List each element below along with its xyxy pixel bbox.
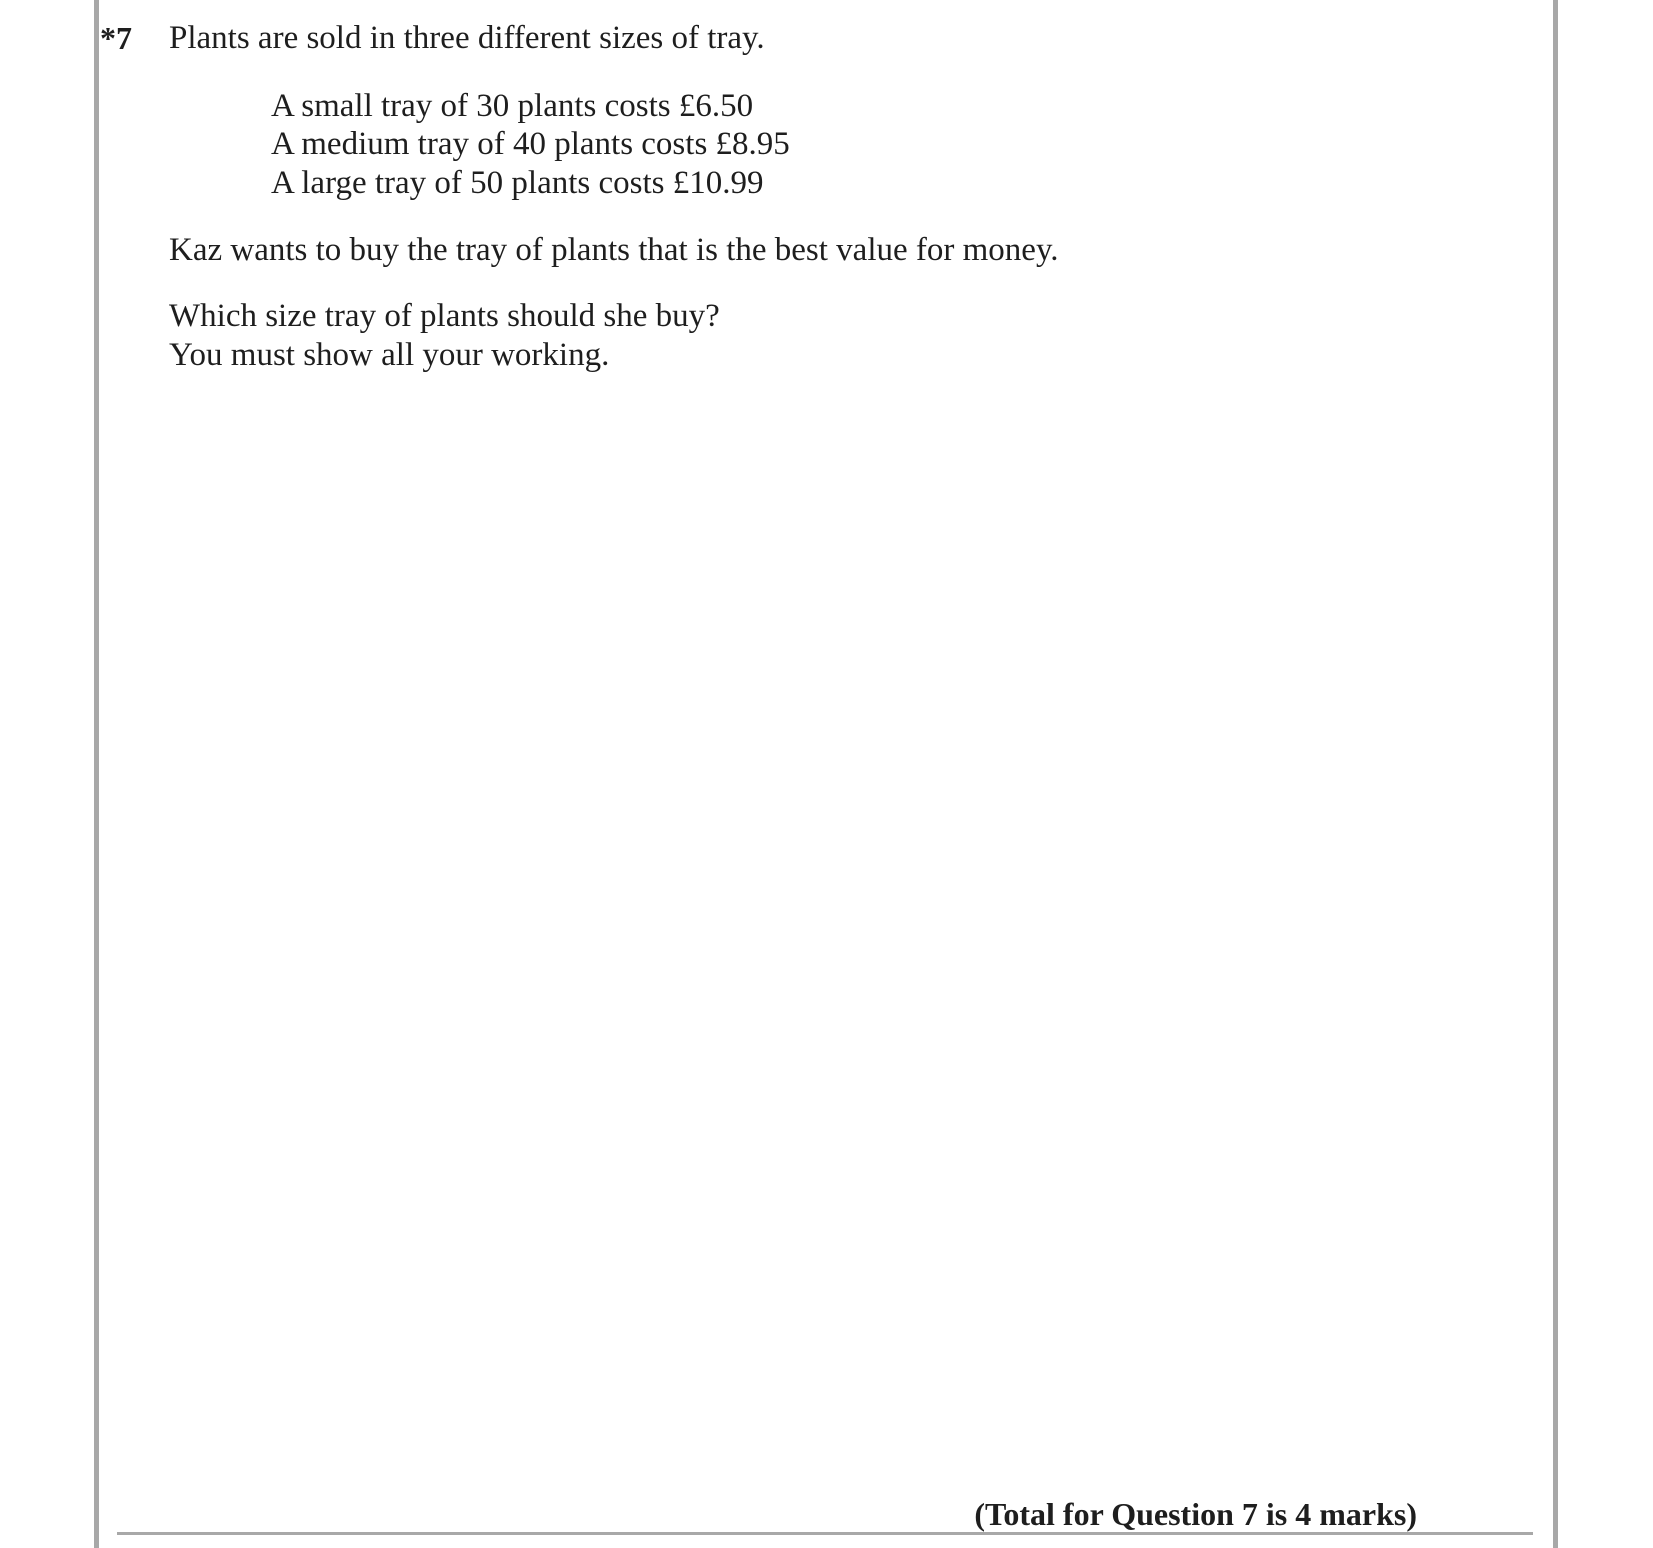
tray-option-small: A small tray of 30 plants costs £6.50 (271, 88, 754, 124)
right-margin-border (1553, 0, 1558, 1548)
question-intro: Plants are sold in three different sizes of tray. (169, 20, 765, 56)
question-number: *7 (100, 20, 132, 56)
working-instruction: You must show all your working. (169, 337, 610, 373)
left-margin-border (94, 0, 99, 1548)
tray-option-large: A large tray of 50 plants costs £10.99 (271, 165, 764, 201)
tray-option-medium: A medium tray of 40 plants costs £8.95 (271, 126, 790, 162)
total-marks: (Total for Question 7 is 4 marks) (974, 1496, 1417, 1532)
bottom-rule (117, 1532, 1533, 1535)
question-statement: Kaz wants to buy the tray of plants that is the best value for money. (169, 232, 1059, 268)
question-prompt: Which size tray of plants should she buy? (169, 298, 720, 334)
